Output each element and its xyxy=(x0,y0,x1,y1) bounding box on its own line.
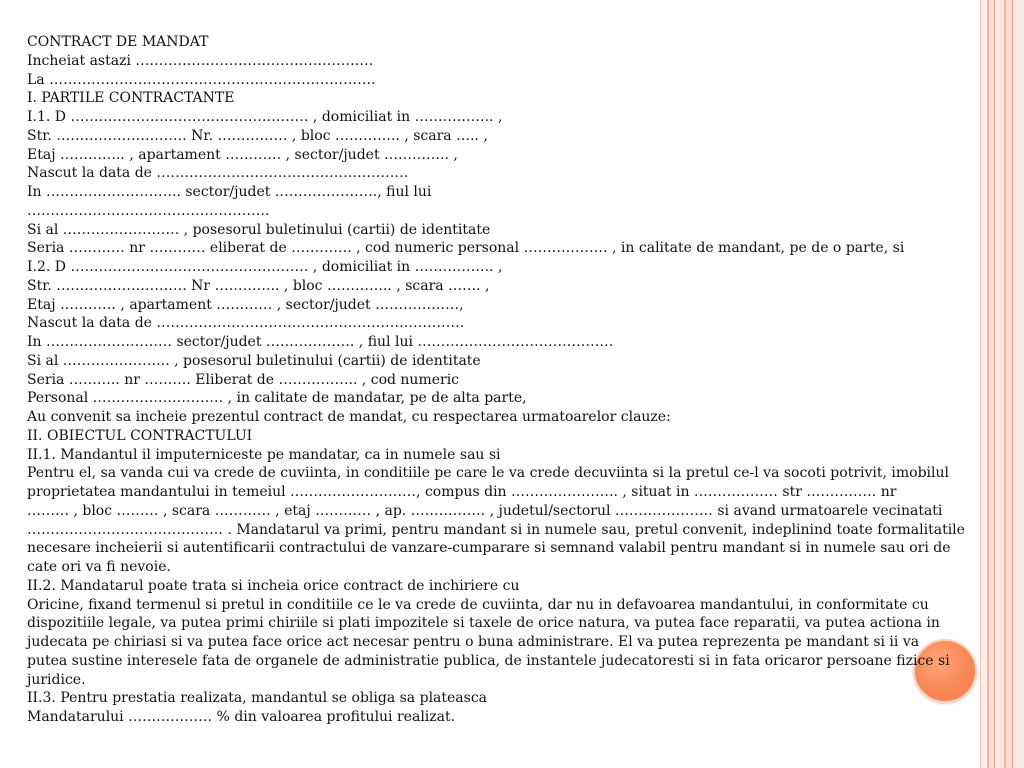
text-line: juridice. xyxy=(27,671,86,688)
text-line: Seria ………… nr ………… eliberat de …………. , cod numeric personal ……………… , in calitate de mandant, pe de o parte, si xyxy=(27,240,905,257)
text-line: necesare incheierii si autentificarii contractului de vanzare-cumparare si semnand valabil pentru mandant si in numele sau ori de xyxy=(27,540,951,557)
text-line: Mandatarului ……………… % din valoarea profitului realizat. xyxy=(27,709,456,725)
side-stripes-decoration xyxy=(978,0,1024,768)
text-line: Oricine, fixand termenul si pretul in conditiile ce le va crede de cuviinta, dar nu in defavoarea mandantului, in conformitate cu xyxy=(27,596,929,613)
text-line: Nascut la data de ……………………………………………… xyxy=(27,165,409,182)
text-line: II.2. Mandatarul poate trata si incheia orice contract de inchiriere cu xyxy=(27,577,520,594)
text-line: cate ori va fi nevoie. xyxy=(27,559,171,575)
section-heading: II. OBIECTUL CONTRACTULUI xyxy=(27,427,253,444)
text-line: judecata pe chiriasi si va putea face orice act necesar pentru o buna administrare. El va putea reprezenta pe mandant si ii va xyxy=(27,634,920,650)
text-line: putea sustine interesele fata de organele de administratie publica, de instantele judecatoresti si in fata oricaror persoane fizice si xyxy=(27,652,950,669)
text-line: II.3. Pentru prestatia realizata, mandantul se obliga sa plateasca xyxy=(27,690,488,707)
text-line: Au convenit sa incheie prezentul contract de mandat, cu respectarea urmatoarelor clauze: xyxy=(27,409,671,425)
text-line: Pentru el, sa vanda cui va crede de cuviinta, in conditiile pe care le va crede decuviinta si la pretul ce-l va socoti potrivit, imobilul xyxy=(27,465,950,482)
text-line: …………………………………… . Mandatarul va primi, pentru mandant si in numele sau, pretul convenit, indeplinind toate formalitatile xyxy=(27,521,965,538)
text-line: Nascut la data de ………………………………………………………… xyxy=(27,315,465,332)
contract-text-body xyxy=(27,33,965,727)
text-line: I.1. D …………………………………………… , domiciliat in …………….. , xyxy=(27,109,503,125)
text-line: II.1. Mandantul il imputerniceste pe mandatar, ca in numele sau si xyxy=(27,446,501,463)
text-line: Seria ……….. nr ………. Eliberat de …………….. , cod numeric xyxy=(27,371,460,388)
text-line: Incheiat astazi …………………………………………… xyxy=(27,52,374,69)
text-line: Etaj ………… , apartament ………… , sector/judet ………………, xyxy=(27,296,464,313)
text-line: ……… , bloc ……… , scara ………… , etaj ………… , ap. ……………. , judetul/sectorul ………………… si avand urmatoarele vecinatati xyxy=(27,502,943,519)
text-line: Si al ……………………. , posesorul buletinului (cartii) de identitate xyxy=(27,221,491,238)
text-line: La ……………………………………………………………. xyxy=(27,71,376,88)
text-line: proprietatea mandantului in temeiul ………………………, compus din ………………….. , situat in ……………… str …………… nr xyxy=(27,484,897,500)
text-line: Etaj ………….. , apartament ………… , sector/judet ………….. , xyxy=(27,146,458,163)
text-line: Str. ………………………. Nr ………….. , bloc ………….. , scara ……. , xyxy=(27,277,490,294)
text-line: ……………………………………………. xyxy=(27,202,270,219)
section-heading: I. PARTILE CONTRACTANTE xyxy=(27,90,235,107)
text-line: In ……………………….. sector/judet …………………., fiul lui xyxy=(27,184,432,200)
text-line: Str. ………………………. Nr. …………… , bloc ………….. , scara ….. , xyxy=(27,127,488,144)
text-line: I.2. D …………………………………………… , domiciliat in …………….. , xyxy=(27,259,503,275)
text-line: Personal ………………………. , in calitate de mandatar, pe de alta parte, xyxy=(27,390,527,407)
text-line: Si al ………………….. , posesorul buletinului (cartii) de identitate xyxy=(27,352,481,369)
text-line: In ……………………… sector/judet ………………. , fiul lui …………………………………… xyxy=(27,334,614,350)
contract-title: CONTRACT DE MANDAT xyxy=(27,34,209,50)
text-line: dispozitiile legale, va putea primi chiriile si plati impozitele si taxele de orice natura, va putea face reparatii, va putea actiona in xyxy=(27,615,940,632)
